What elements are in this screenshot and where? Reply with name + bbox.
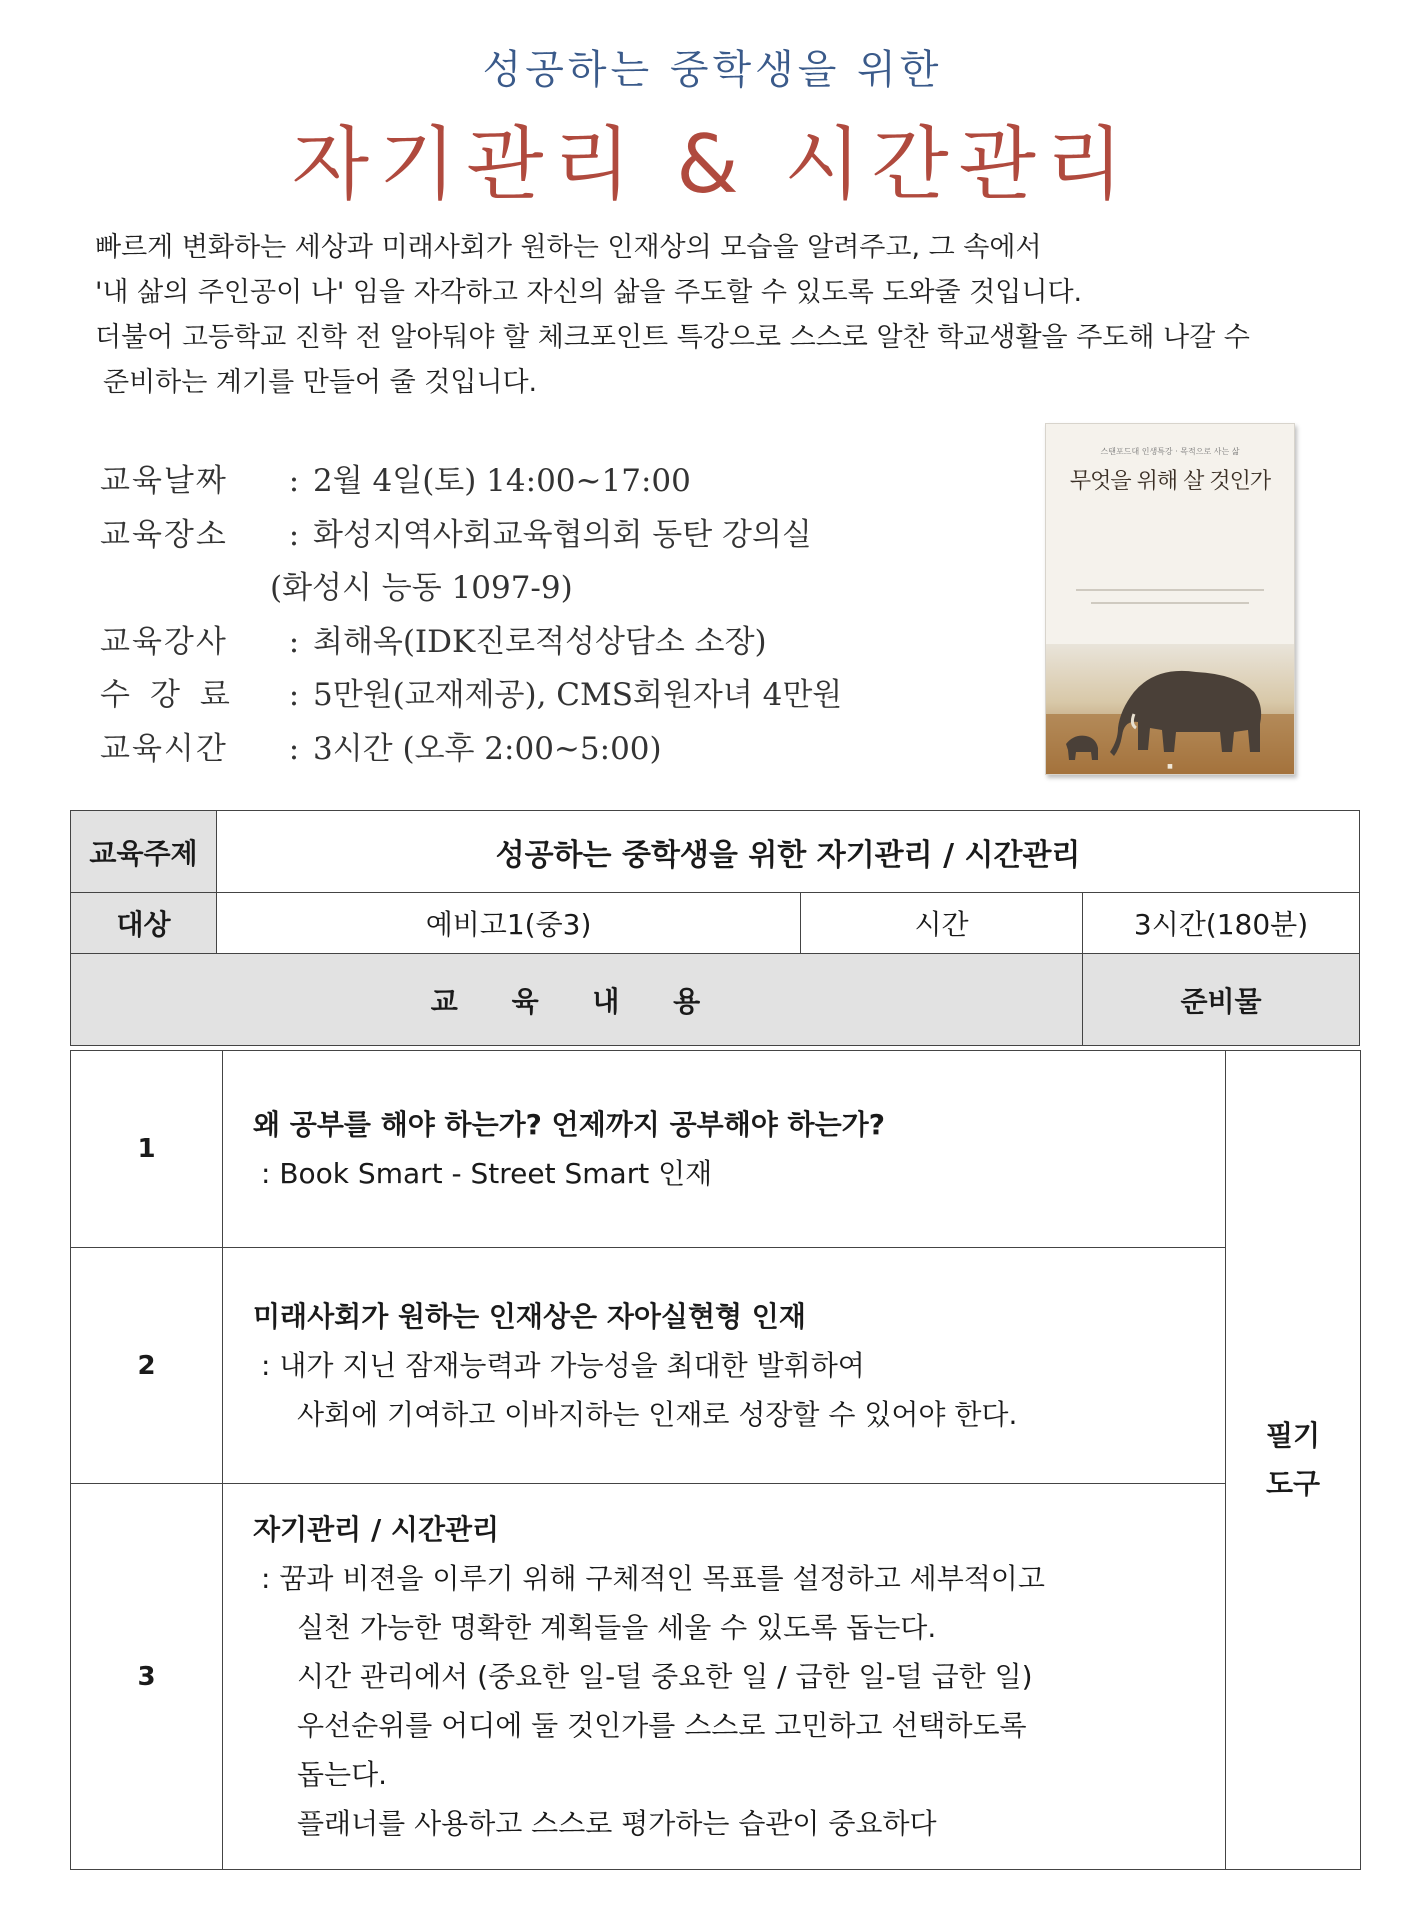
row-line: 사회에 기여하고 이바지하는 인재로 성장할 수 있어야 한다. [297, 1398, 1018, 1431]
row-number: 1 [71, 1051, 223, 1248]
duration-label: 교육시간 [100, 730, 228, 767]
date-label: 교육날짜 [100, 463, 228, 499]
book-publisher-mark: ■ [1167, 763, 1173, 770]
prep-value-line: 필기 [1265, 1419, 1321, 1452]
separator: : [288, 730, 300, 767]
topic-value: 성공하는 중학생을 위한 자기관리 / 시간관리 [217, 811, 1360, 893]
book-title: 무엇을 위해 살 것인가 [1069, 469, 1271, 494]
book-tagline: 스탠포드대 인생특강 · 목적으로 사는 삶 [1100, 447, 1240, 456]
content-header: 교 육 내 용 [71, 954, 1083, 1046]
course-details [100, 455, 1000, 776]
intro-line: '내 삶의 주인공이 나' 임을 자각하고 자신의 삶을 주도할 수 있도록 도와줄 것입니다. [95, 277, 1083, 308]
intro-text [95, 225, 1335, 405]
date-row [100, 455, 1000, 509]
time-value: 3시간(180분) [1083, 893, 1360, 954]
separator: : [288, 516, 300, 553]
row-line: 돕는다. [297, 1758, 388, 1791]
topic-row [71, 811, 1360, 893]
prep-value-line: 도구 [1265, 1467, 1321, 1500]
place-value: 화성지역사회교육협의회 동탄 강의실 [313, 516, 812, 553]
separator: : [288, 623, 300, 660]
duration-value: 3시간 (오후 2:00~5:00) [313, 730, 662, 767]
fee-label: 수강료 [100, 677, 250, 713]
target-value: 예비고1(중3) [217, 893, 801, 954]
row-heading: 자기관리 / 시간관리 [253, 1513, 500, 1546]
separator: : [288, 463, 300, 499]
fee-row [100, 669, 1000, 723]
row-line: 플래너를 사용하고 스스로 평가하는 습관이 중요하다 [297, 1807, 937, 1840]
page-subtitle: 성공하는 중학생을 위한 [482, 47, 943, 93]
row-content [223, 1051, 1226, 1248]
row-heading: 미래사회가 원하는 인재상은 자아실현형 인재 [253, 1300, 806, 1333]
curriculum-table [70, 810, 1360, 1046]
instructor-value: 최해옥(IDK진로적성상담소 소장) [313, 623, 767, 660]
prep-cell [1226, 1051, 1361, 1870]
row-line: : 내가 지닌 잠재능력과 가능성을 최대한 발휘하여 [261, 1349, 865, 1382]
table-row [71, 1051, 1361, 1248]
book-cover-image [1045, 423, 1295, 775]
prep-header: 준비물 [1083, 954, 1360, 1046]
row-line: 시간 관리에서 (중요한 일-덜 중요한 일 / 급한 일-덜 급한 일) [297, 1660, 1033, 1693]
table-row [71, 1484, 1361, 1870]
date-value: 2월 4일(토) 14:00~17:00 [313, 463, 691, 499]
fee-value: 5만원(교재제공), CMS회원자녀 4만원 [313, 677, 843, 713]
row-line: : 꿈과 비젼을 이루기 위해 구체적인 목표를 설정하고 세부적이고 [261, 1562, 1045, 1595]
target-row [71, 893, 1360, 954]
row-number: 3 [71, 1484, 223, 1870]
row-line: 실천 가능한 명확한 계획들을 세울 수 있도록 돕는다. [297, 1611, 937, 1644]
instructor-row [100, 616, 1000, 670]
place-address-row [100, 562, 1000, 616]
book-text-line [1091, 602, 1249, 604]
place-row [100, 509, 1000, 563]
topic-label: 교육주제 [71, 811, 217, 893]
row-content [223, 1484, 1226, 1870]
place-label: 교육장소 [100, 516, 228, 553]
curriculum-rows [70, 1050, 1361, 1870]
row-line: : Book Smart - Street Smart 인재 [261, 1157, 713, 1190]
duration-row [100, 723, 1000, 777]
intro-line: 빠르게 변화하는 세상과 미래사회가 원하는 인재상의 모습을 알려주고, 그 속에서 [95, 232, 1042, 263]
elephant-illustration [1046, 644, 1294, 774]
target-label: 대상 [71, 893, 217, 954]
instructor-label: 교육강사 [100, 623, 228, 660]
row-heading: 왜 공부를 해야 하는가? 언제까지 공부해야 하는가? [253, 1108, 885, 1141]
page-title: 자기관리 & 시간관리 [291, 118, 1134, 211]
row-content [223, 1248, 1226, 1484]
book-text-line [1076, 589, 1264, 591]
intro-line: 준비하는 계기를 만들어 줄 것입니다. [103, 367, 538, 398]
table-row [71, 1248, 1361, 1484]
row-line: 우선순위를 어디에 둘 것인가를 스스로 고민하고 선택하도록 [297, 1709, 1027, 1742]
content-header-row [71, 954, 1360, 1046]
intro-line: 더불어 고등학교 진학 전 알아둬야 할 체크포인트 특강으로 스스로 알찬 학교생활을 주도해 나갈 수 [95, 322, 1250, 353]
place-address: (화성시 능동 1097-9) [270, 570, 573, 606]
row-number: 2 [71, 1248, 223, 1484]
separator: : [288, 677, 300, 713]
time-label: 시간 [801, 893, 1083, 954]
